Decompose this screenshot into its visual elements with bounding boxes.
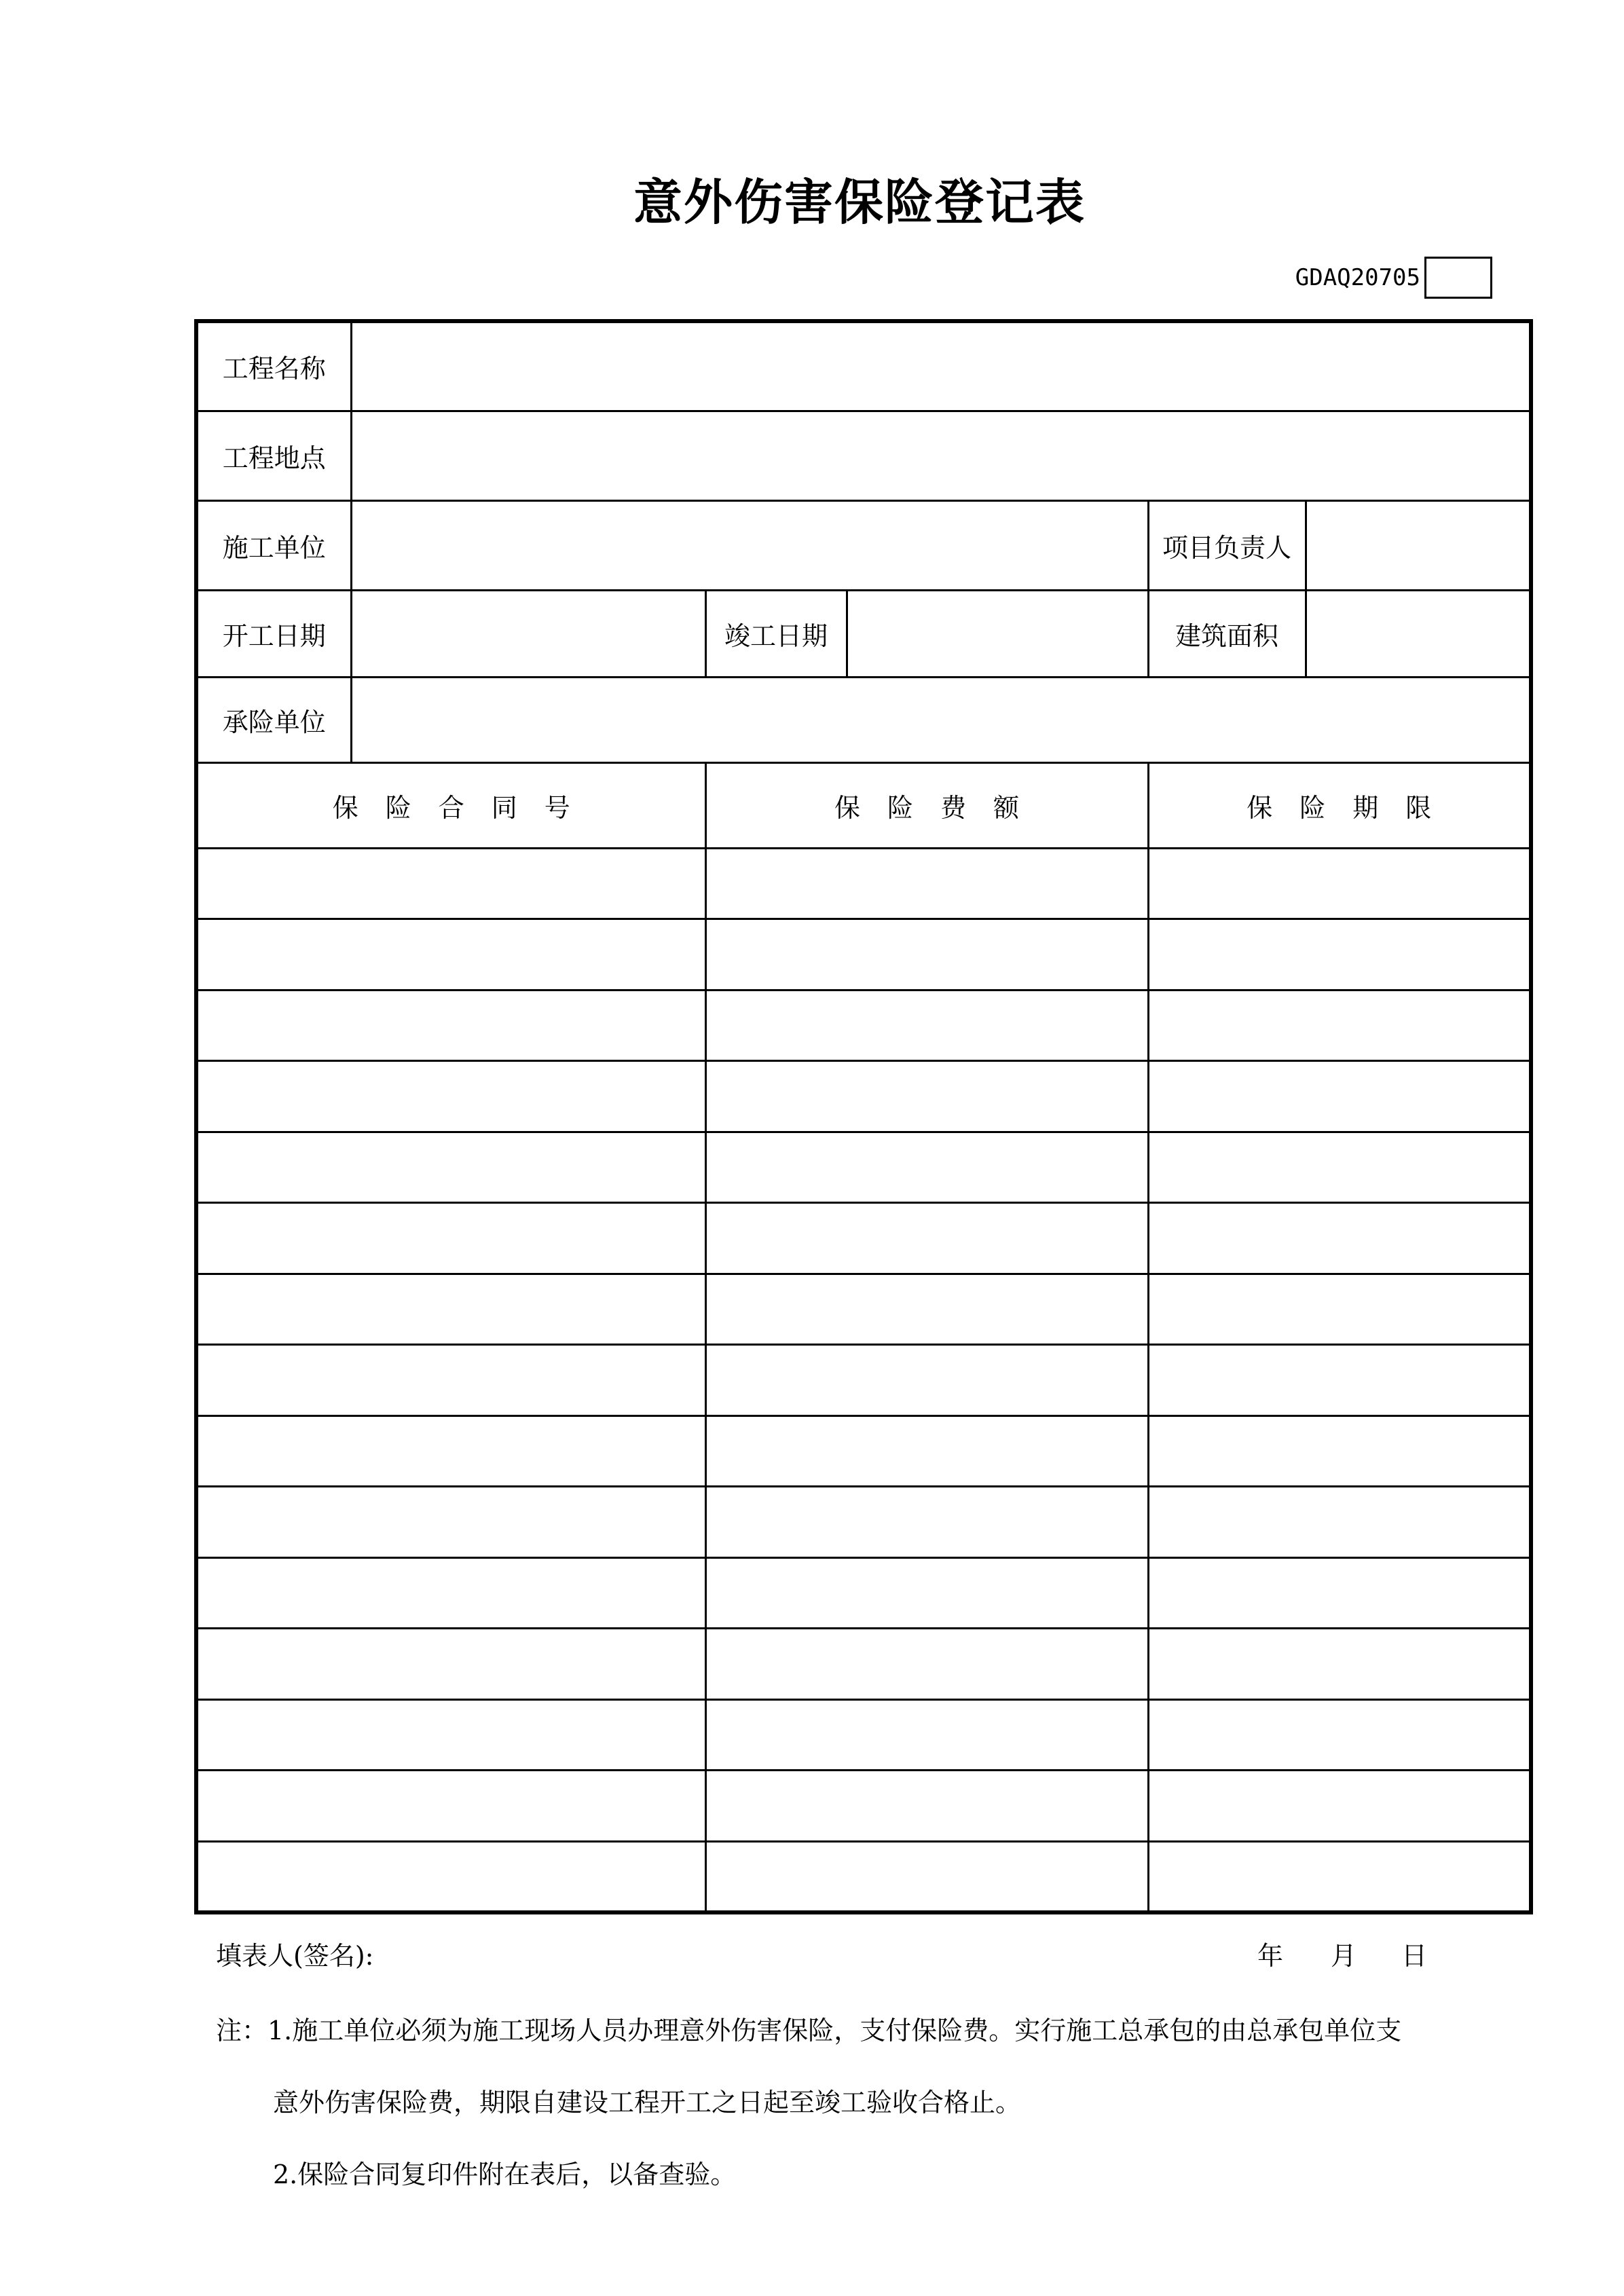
- table-row: [196, 1415, 1531, 1487]
- table-row: [196, 1274, 1531, 1345]
- cell-contract-no[interactable]: [196, 919, 705, 990]
- filler-signature-label: 填表人(签名):: [216, 1941, 374, 1971]
- row-dates: [196, 590, 1531, 677]
- column-header-contract-no: 保险合同号: [196, 762, 705, 848]
- cell-contract-no[interactable]: [196, 1487, 705, 1558]
- cell-period[interactable]: [1148, 919, 1531, 990]
- cell-period[interactable]: [1148, 1629, 1531, 1700]
- table-row: [196, 1203, 1531, 1274]
- cell-premium[interactable]: [705, 1699, 1148, 1771]
- form-code: GDAQ20705: [1295, 264, 1420, 291]
- field-construction-unit[interactable]: [351, 500, 1148, 590]
- cell-period[interactable]: [1148, 1415, 1531, 1487]
- cell-contract-no[interactable]: [196, 990, 705, 1061]
- form-code-number-box[interactable]: [1424, 257, 1492, 299]
- cell-contract-no[interactable]: [196, 1415, 705, 1487]
- cell-premium[interactable]: [705, 919, 1148, 990]
- cell-premium[interactable]: [705, 1345, 1148, 1416]
- cell-period[interactable]: [1148, 1132, 1531, 1203]
- table-row: [196, 1345, 1531, 1416]
- label-project-location: 工程地点: [196, 411, 351, 500]
- cell-contract-no[interactable]: [196, 1841, 705, 1912]
- table-row: [196, 1132, 1531, 1203]
- cell-period[interactable]: [1148, 1841, 1531, 1912]
- cell-premium[interactable]: [705, 1132, 1148, 1203]
- cell-premium[interactable]: [705, 1629, 1148, 1700]
- cell-contract-no[interactable]: [196, 1557, 705, 1629]
- row-project-location: [196, 411, 1531, 500]
- label-project-name: 工程名称: [196, 321, 351, 411]
- cell-period[interactable]: [1148, 1345, 1531, 1416]
- insurance-registration-table: [194, 319, 1533, 1914]
- cell-period[interactable]: [1148, 1203, 1531, 1274]
- note-line-1: 注：1.施工单位必须为施工现场人员办理意外伤害保险，支付保险费。实行施工总承包的由总承包单位支: [216, 2016, 1402, 2045]
- cell-premium[interactable]: [705, 1061, 1148, 1132]
- label-completion-date: 竣工日期: [705, 590, 847, 677]
- field-project-location[interactable]: [351, 411, 1531, 500]
- cell-period[interactable]: [1148, 990, 1531, 1061]
- column-header-row: [196, 762, 1531, 848]
- field-start-date[interactable]: [351, 590, 705, 677]
- cell-contract-no[interactable]: [196, 1274, 705, 1345]
- cell-contract-no[interactable]: [196, 1345, 705, 1416]
- cell-period[interactable]: [1148, 1771, 1531, 1842]
- cell-premium[interactable]: [705, 848, 1148, 919]
- table-row: [196, 1841, 1531, 1912]
- field-insurer[interactable]: [351, 677, 1531, 762]
- cell-period[interactable]: [1148, 1699, 1531, 1771]
- table-row: [196, 1487, 1531, 1558]
- label-insurer: 承险单位: [196, 677, 351, 762]
- field-completion-date[interactable]: [847, 590, 1148, 677]
- date-month-label: 月: [1331, 1941, 1357, 1971]
- table-row: [196, 990, 1531, 1061]
- cell-contract-no[interactable]: [196, 1771, 705, 1842]
- cell-contract-no[interactable]: [196, 1203, 705, 1274]
- cell-premium[interactable]: [705, 1415, 1148, 1487]
- cell-period[interactable]: [1148, 1274, 1531, 1345]
- cell-contract-no[interactable]: [196, 1699, 705, 1771]
- cell-period[interactable]: [1148, 1557, 1531, 1629]
- form-code-area: [1295, 255, 1492, 300]
- cell-premium[interactable]: [705, 1557, 1148, 1629]
- table-row: [196, 919, 1531, 990]
- label-construction-unit: 施工单位: [196, 500, 351, 590]
- form-title: 意外伤害保险登记表: [633, 174, 1086, 231]
- cell-premium[interactable]: [705, 1274, 1148, 1345]
- cell-period[interactable]: [1148, 1061, 1531, 1132]
- table-row: [196, 848, 1531, 919]
- table-row: [196, 1557, 1531, 1629]
- cell-period[interactable]: [1148, 848, 1531, 919]
- cell-contract-no[interactable]: [196, 848, 705, 919]
- cell-contract-no[interactable]: [196, 1132, 705, 1203]
- row-project-name: [196, 321, 1531, 411]
- table-row: [196, 1771, 1531, 1842]
- date-day-label: 日: [1401, 1941, 1428, 1971]
- label-project-manager: 项目负责人: [1148, 500, 1306, 590]
- field-project-manager[interactable]: [1306, 500, 1531, 590]
- row-insurer: [196, 677, 1531, 762]
- field-project-name[interactable]: [351, 321, 1531, 411]
- cell-premium[interactable]: [705, 990, 1148, 1061]
- table-row: [196, 1699, 1531, 1771]
- cell-contract-no[interactable]: [196, 1629, 705, 1700]
- table-row: [196, 1061, 1531, 1132]
- cell-premium[interactable]: [705, 1203, 1148, 1274]
- cell-premium[interactable]: [705, 1487, 1148, 1558]
- row-construction-unit: [196, 500, 1531, 590]
- table-row: [196, 1629, 1531, 1700]
- label-building-area: 建筑面积: [1148, 590, 1306, 677]
- cell-contract-no[interactable]: [196, 1061, 705, 1132]
- note-line-3: 2.保险合同复印件附在表后，以备查验。: [273, 2160, 737, 2189]
- cell-premium[interactable]: [705, 1841, 1148, 1912]
- cell-premium[interactable]: [705, 1771, 1148, 1842]
- column-header-premium: 保险费额: [705, 762, 1148, 848]
- label-start-date: 开工日期: [196, 590, 351, 677]
- cell-period[interactable]: [1148, 1487, 1531, 1558]
- note-line-2: 意外伤害保险费，期限自建设工程开工之日起至竣工验收合格止。: [273, 2088, 1022, 2117]
- field-building-area[interactable]: [1306, 590, 1531, 677]
- column-header-period: 保险期限: [1148, 762, 1531, 848]
- date-year-label: 年: [1257, 1941, 1284, 1971]
